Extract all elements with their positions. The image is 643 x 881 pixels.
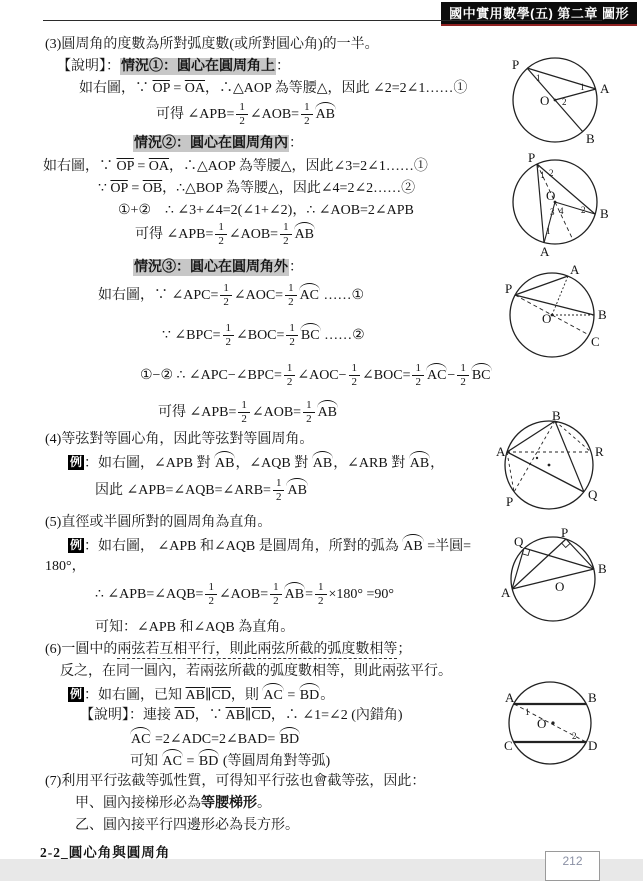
text-run: ①−② ∴ ∠APC−∠BPC= [140, 367, 282, 383]
point-label-D: D [588, 738, 598, 753]
text-run: 如右圖，∵ ∠APC= [98, 287, 219, 303]
text-run: 如右圖，∵ [43, 159, 117, 174]
sec5-example-line [68, 536, 471, 555]
arc-AB: AB [284, 584, 305, 603]
fraction-one-half: $\frac{1}{2}$ [303, 399, 315, 426]
point-label-B: B [552, 408, 561, 423]
text-run: ∠AOB= [218, 586, 269, 602]
sec7-item2 [75, 817, 299, 834]
point-label-A: A [540, 244, 550, 259]
point-label-C: C [591, 334, 600, 349]
point-label-B: B [586, 131, 595, 146]
angle-label-3-at-O: 3 [550, 207, 555, 217]
text-run: ∠BOC= [236, 327, 285, 343]
circle-outline [509, 682, 591, 764]
segment-OA: $\overline{OA}$ [184, 81, 206, 96]
fraction-one-half: $\frac{1}{2}$ [238, 399, 250, 426]
text-run: ，∴ ∠1=∠2 (內錯角) [270, 708, 403, 723]
underlined-property: 兩弦若互相平行，則此兩弦所截的弧度數相等 [117, 642, 398, 657]
text-run: 可得 ∠APB= [156, 106, 235, 122]
text-run: 【說明】：連接 [80, 708, 175, 723]
segment-AD: $\overline{AD}$ [174, 708, 195, 723]
page-number: 212 [562, 854, 583, 868]
arc-BC: BC [471, 365, 492, 384]
case1-line1 [79, 80, 467, 97]
case3-heading [133, 259, 303, 276]
point-label-O: O [555, 579, 565, 594]
angle-label-1-at-P: 1 [540, 170, 545, 180]
point-label-P: P [506, 494, 514, 509]
diagram-case1-center-on-side [497, 50, 637, 155]
fraction-one-half: $\frac{1}{2}$ [286, 322, 298, 349]
point-label-B: B [598, 561, 607, 576]
point-label-P: P [528, 150, 536, 165]
fraction-one-half: $\frac{1}{2}$ [280, 221, 292, 248]
angle-label-1-at-P: 1 [536, 73, 541, 83]
point-label-P: P [512, 57, 520, 72]
case3-line2 [162, 322, 365, 349]
arc-AB: AB [317, 402, 338, 421]
segment-OP: $\overline{OP}$ [152, 81, 170, 96]
text-run: = [127, 181, 143, 196]
example-badge: 例 [70, 687, 83, 701]
segment-OP: $\overline{OP}$ [110, 181, 128, 196]
angle-label-4-at-O: 4 [559, 206, 564, 216]
text-run: ∵ [98, 181, 111, 196]
fraction-one-half: $\frac{1}{2}$ [205, 581, 217, 608]
text-run: ，∠ARB 對 [333, 456, 409, 471]
text-run: ：如右圖， ∠APB 和∠AQB 是圓周角，所對的弧為 [84, 539, 403, 554]
arc-BD: BD [299, 685, 320, 704]
case3-tag: 情況③：圓心在圓周角外 [134, 260, 288, 275]
arc-BC: BC [300, 325, 321, 344]
section-footer: 2-2_圓心角與圓周角 [40, 845, 171, 860]
center-dot [554, 99, 557, 102]
segment-OA: $\overline{OA}$ [148, 159, 170, 174]
case3-derive-formula [158, 399, 338, 426]
point-label-O: O [542, 311, 552, 326]
angle-label-2: 2 [572, 731, 577, 741]
chord-AQ [507, 452, 584, 492]
text-run: 乙、圓內接平行四邊形必為 [75, 818, 243, 833]
sec5-line2: 180°， [45, 559, 86, 574]
statement-3: (3)圓周角的度數為所對弧度數(或所對圓心角)的一半。 [45, 37, 379, 52]
text-run: ，∠AQB 對 [235, 456, 312, 471]
case2-heading [133, 135, 303, 152]
fraction-one-half: $\frac{1}{2}$ [301, 101, 313, 128]
arc-AC: AC [162, 751, 183, 770]
text-run: 。 [320, 688, 335, 703]
case1-derive-formula [156, 101, 336, 128]
text-run: =2∠ADC=2∠BAD= [151, 732, 279, 747]
sec5-formula [95, 581, 394, 608]
text-run: = [133, 159, 149, 174]
statement-6 [45, 641, 411, 658]
sec4-formula [95, 477, 308, 504]
diameter-AB [512, 569, 594, 589]
text-run: ∠AOC− [297, 367, 347, 383]
point-label-A: A [496, 444, 506, 459]
fraction-one-half: $\frac{1}{2}$ [273, 477, 285, 504]
sec4-example-line [68, 453, 444, 472]
case3-line3 [140, 362, 492, 389]
text-run: ，∴△AOP 為等腰△，因此∠3=2∠1……① [169, 159, 428, 174]
text-run: ×180° =90° [328, 586, 394, 602]
case1-tag: 情況①：圓心在圓周角上 [121, 59, 275, 74]
center-dot [551, 721, 554, 724]
explain-label: 【說明】： [57, 59, 120, 74]
fraction-one-half: $\frac{1}{2}$ [215, 221, 227, 248]
statement-7: (7)利用平行弦截等弧性質，可得知平行弦也會截等弦，因此： [45, 774, 426, 789]
segment-OB: $\overline{OB}$ [142, 181, 163, 196]
text-run: ∠AOB= [251, 404, 302, 420]
sec6-example-line [68, 685, 334, 704]
arc-AB: AB [214, 453, 235, 472]
fraction-one-half: $\frac{1}{2}$ [349, 362, 361, 389]
arc-BD: BD [198, 751, 219, 770]
text-run: = [182, 754, 198, 769]
colon: ： [289, 136, 303, 151]
case3-line1 [98, 282, 364, 309]
diagram-case3-center-outside [494, 262, 642, 377]
case2-line2 [98, 180, 415, 197]
point-label-O: O [540, 93, 550, 108]
point-label-P: P [505, 281, 513, 296]
arc-AB: AB [312, 453, 333, 472]
chord-PB [515, 295, 594, 315]
diagram-case2-center-inside [497, 150, 637, 268]
colon: ： [289, 260, 303, 275]
text-run: ，∴△AOP 為等腰△，因此 ∠2=2∠1……① [205, 81, 468, 96]
case2-line1 [43, 158, 428, 175]
dashed-chord-BR [555, 421, 591, 452]
fraction-one-half: $\frac{1}{2}$ [270, 581, 282, 608]
fraction-one-half: $\frac{1}{2}$ [284, 362, 296, 389]
arc-AB: AB [286, 480, 307, 499]
page-number-box [545, 851, 600, 881]
text-run: ， [430, 456, 445, 471]
arc-AB: AB [294, 224, 315, 243]
segment-CD: $\overline{CD}$ [251, 708, 271, 723]
arc-AC: AC [426, 365, 447, 384]
segment-OP: $\overline{OP}$ [116, 159, 134, 174]
fraction-one-half: $\frac{1}{2}$ [223, 322, 235, 349]
fraction-one-half: $\frac{1}{2}$ [315, 581, 327, 608]
case2-derive-formula [135, 221, 315, 248]
explain-case1-heading [57, 58, 290, 75]
case2-tag: 情況②：圓心在圓周角內 [134, 136, 288, 151]
point-label-Q: Q [514, 534, 524, 549]
point-label-O: O [546, 188, 556, 203]
arc-AC: AC [130, 729, 151, 748]
point-label-A: A [501, 585, 511, 600]
diagram-semicircle-right-angle [495, 527, 640, 639]
example-badge: 例 [70, 538, 83, 552]
point-label-P: P [561, 525, 569, 540]
angle-label-2-at-B: 2 [581, 205, 586, 215]
text-run: ∠AOB= [249, 106, 300, 122]
chord-BQ [555, 421, 584, 492]
sec6-converse: 反之，在同一圓內，若兩弦所截的弧度數相等，則此兩弦平行。 [60, 664, 452, 679]
arc-BD: BD [279, 729, 300, 748]
case2-line3: ①+② ∴ ∠3+∠4=2(∠1+∠2)，∴ ∠AOB=2∠APB [118, 203, 414, 218]
segment-AB: $\overline{AB}$ [225, 708, 245, 723]
sec6-explain-line [80, 707, 403, 724]
sec6-derivation [130, 729, 300, 748]
point-label-A: A [505, 690, 515, 705]
angle-label-1-at-A: 1 [580, 82, 585, 92]
fraction-one-half: $\frac{1}{2}$ [412, 362, 424, 389]
point-label-A: A [570, 262, 580, 277]
dotted-radius-OA [552, 276, 568, 315]
fraction-one-half: $\frac{1}{2}$ [285, 282, 297, 309]
text-run: = [283, 688, 299, 703]
header-rule [43, 20, 602, 21]
text-run: ∠AOC= [233, 287, 284, 303]
point-label-O: O [537, 716, 547, 731]
diagram-equal-inscribed-angles [492, 408, 642, 521]
colon: ： [276, 59, 290, 74]
text-run: = [169, 81, 185, 96]
text-run: ……② [320, 327, 365, 343]
fraction-one-half: $\frac{1}{2}$ [457, 362, 469, 389]
sec6-conclusion [130, 751, 330, 770]
sec5-conclusion: 可知：∠APB 和∠AQB 為直角。 [95, 620, 295, 635]
text-run: = [305, 586, 313, 602]
text-run: ……① [320, 287, 365, 303]
angle-label-1-at-A: 1 [546, 226, 551, 236]
diagram-parallel-chords [495, 675, 637, 777]
point-label-R: R [595, 444, 604, 459]
arc-AB: AB [315, 104, 336, 123]
text-run: 如右圖，∵ [79, 81, 153, 96]
parallel-symbol: ∥ [204, 688, 212, 703]
right-angle-mark-P [562, 543, 571, 547]
statement-5: (5)直徑或半圓所對的圓周角為直角。 [45, 515, 272, 530]
text-run: ∠AOB= [228, 226, 279, 242]
text-run: 甲、圓內接梯形必為 [75, 796, 201, 811]
point-label-B: B [588, 690, 597, 705]
text-run: 。 [285, 818, 299, 833]
intersection-dot [536, 457, 538, 459]
angle-label-2-at-P: 2 [549, 168, 554, 178]
center-dot [548, 464, 551, 467]
text-run: (6)一圓中的 [45, 642, 118, 657]
fraction-one-half: $\frac{1}{2}$ [236, 101, 248, 128]
point-label-A: A [600, 81, 610, 96]
text-run: ：如右圖，已知 [84, 688, 186, 703]
text-run: − [447, 367, 456, 383]
text-run: ∴ ∠APB=∠AQB= [95, 586, 204, 602]
angle-label-1: 1 [525, 707, 530, 717]
arc-AB: AB [402, 536, 423, 555]
point-label-B: B [600, 206, 609, 221]
text-run: ，∵ [194, 708, 226, 723]
angle-label-2-at-O: 2 [562, 97, 567, 107]
text-run: ：如右圖，∠APB 對 [84, 456, 214, 471]
point-label-C: C [504, 738, 513, 753]
text-run: 。 [257, 796, 271, 811]
text-run: 因此 ∠APB=∠AQB=∠ARB= [95, 482, 271, 498]
text-run: =半圓= [423, 539, 472, 554]
point-label-B: B [598, 307, 607, 322]
key-term: 等腰梯形 [201, 796, 257, 811]
text-run: ∠BOC= [362, 367, 411, 383]
text-run: ； [397, 642, 412, 657]
point-label-Q: Q [588, 487, 598, 502]
sec7-item1 [75, 795, 271, 812]
text-run: ∵ ∠BPC= [162, 327, 221, 343]
segment-CD: $\overline{CD}$ [211, 688, 231, 703]
key-term: 長方形 [243, 818, 285, 833]
chapter-header: 國中實用數學(五) 第二章 圖形 [441, 2, 637, 26]
text-run: ，則 [230, 688, 263, 703]
fraction-one-half: $\frac{1}{2}$ [220, 282, 232, 309]
text-run: (等圓周角對等弧) [219, 754, 331, 769]
segment-AB: $\overline{AB}$ [185, 688, 205, 703]
example-badge: 例 [70, 455, 83, 469]
parallel-symbol: ∥ [244, 708, 252, 723]
text-run: 可得 ∠APB= [158, 404, 237, 420]
text-run: 可得 ∠APB= [135, 226, 214, 242]
arc-AC: AC [299, 285, 320, 304]
statement-4: (4)等弦對等圓心角，因此等弦對等圓周角。 [45, 432, 314, 447]
arc-AC: AC [262, 685, 283, 704]
text-run: ，∴△BOP 為等腰△，因此∠4=2∠2……② [162, 181, 416, 196]
chord-AB [507, 421, 555, 452]
arc-AB: AB [409, 453, 430, 472]
text-run: 可知 [130, 754, 162, 769]
